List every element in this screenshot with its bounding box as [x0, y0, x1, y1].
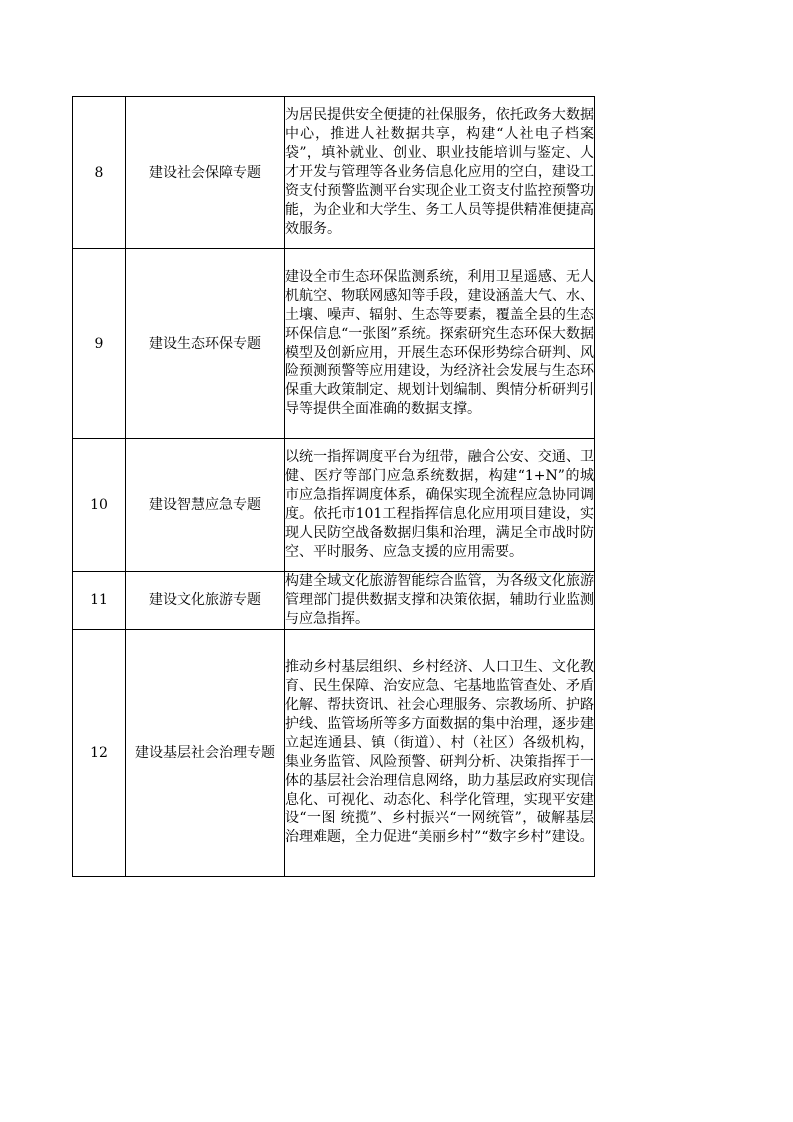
row-number: 9 — [73, 249, 126, 439]
row-title: 建设生态环保专题 — [126, 249, 285, 439]
row-number: 11 — [73, 572, 126, 630]
row-title: 建设文化旅游专题 — [126, 572, 285, 630]
row-title: 建设社会保障专题 — [126, 97, 285, 249]
table-row — [73, 249, 595, 439]
table-row — [73, 572, 595, 630]
row-title: 建设基层社会治理专题 — [126, 629, 285, 876]
row-number: 12 — [73, 629, 126, 876]
row-description: 建设全市生态环保监测系统，利用卫星遥感、无人机航空、物联网感知等手段，建设涵盖大气、水、土壤、噪声、辐射、生态等要素，覆盖全县的生态环保信息“一张图”系统。探索研究生态环保大数据模型及创新应用，开展生态环保形势综合研判、风险预测预警等应用建设，为经济社会发展与生态环保重大政策制定、规划计划编制、舆情分析研判引导等提供全面准确的数据支撑。 — [285, 249, 595, 439]
row-title: 建设智慧应急专题 — [126, 439, 285, 572]
row-description: 构建全域文化旅游智能综合监管，为各级文化旅游管理部门提供数据支撑和决策依据，辅助行业监测与应急指挥。 — [285, 572, 595, 630]
table-row — [73, 629, 595, 876]
row-description: 为居民提供安全便捷的社保服务，依托政务大数据中心，推进人社数据共享，构建“人社电子档案袋”，填补就业、创业、职业技能培训与鉴定、人才开发与管理等各业务信息化应用的空白，建设工资支付预警监测平台实现企业工资支付监控预警功能，为企业和大学生、务工人员等提供精准便捷高效服务。 — [285, 97, 595, 249]
table-row — [73, 97, 595, 249]
row-description: 推动乡村基层组织、乡村经济、人口卫生、文化教育、民生保障、治安应急、宅基地监管查处、矛盾化解、帮扶资讯、社会心理服务、宗教场所、护路护线、监管场所等多方面数据的集中治理，逐步建立起连通县、镇（街道）、村（社区）各级机构，集业务监管、风险预警、研判分析、决策指挥于一体的基层社会治理信息网络，助力基层政府实现信息化、可视化、动态化、科学化管理，实现平安建设“一图 统揽”、乡村振兴“一网统管”，破解基层治理难题，全力促进“美丽乡村”“数字乡村”建设。 — [285, 629, 595, 876]
row-number: 8 — [73, 97, 126, 249]
row-number: 10 — [73, 439, 126, 572]
project-table — [72, 96, 595, 877]
table-row — [73, 439, 595, 572]
row-description: 以统一指挥调度平台为纽带，融合公安、交通、卫健、医疗等部门应急系统数据，构建“1+N”的城市应急指挥调度体系，确保实现全流程应急协同调度。依托市101工程指挥信息化应用项目建设，实现人民防空战备数据归集和治理，满足全市战时防空、平时服务、应急支援的应用需要。 — [285, 439, 595, 572]
